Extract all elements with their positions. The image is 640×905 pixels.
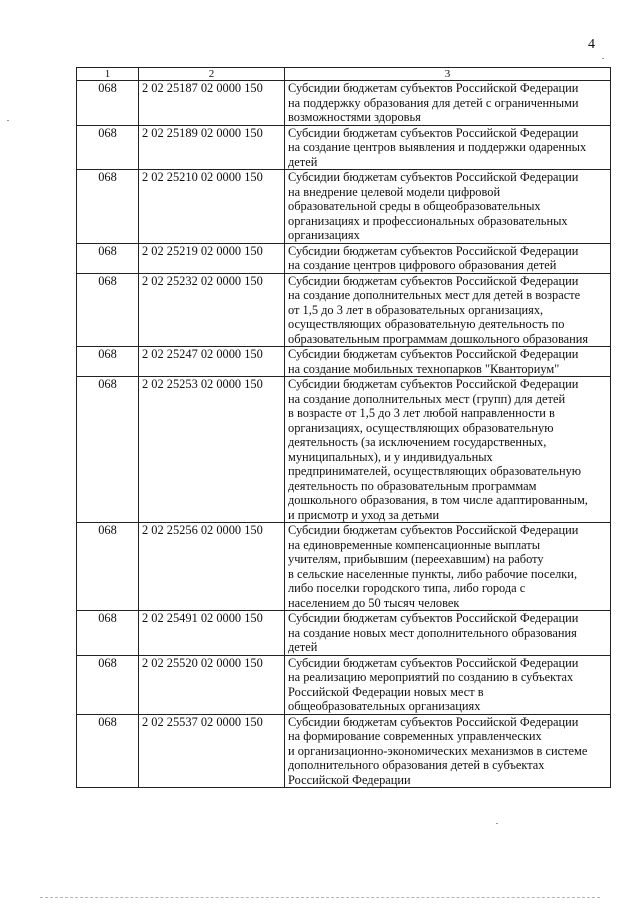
admin-code-cell: 068 bbox=[77, 347, 139, 377]
revenue-code-cell: 2 02 25232 02 0000 150 bbox=[139, 273, 285, 347]
table-row bbox=[77, 273, 611, 347]
table-header-row bbox=[77, 68, 611, 81]
table-row bbox=[77, 170, 611, 244]
admin-code-cell: 068 bbox=[77, 273, 139, 347]
admin-code-cell: 068 bbox=[77, 523, 139, 611]
revenue-description-cell: Субсидии бюджетам субъектов Российской Федерации на создание центров выявления и поддержки одаренных детей bbox=[285, 125, 611, 170]
admin-code-cell: 068 bbox=[77, 377, 139, 523]
column-header-1: 1 bbox=[77, 68, 139, 81]
admin-code-cell: 068 bbox=[77, 81, 139, 126]
revenue-description-cell: Субсидии бюджетам субъектов Российской Федерации на внедрение целевой модели цифровой образовательной среды в общеобразовательных организациях и профессиональных образовательных организациях bbox=[285, 170, 611, 244]
revenue-code-cell: 2 02 25491 02 0000 150 bbox=[139, 611, 285, 656]
table-row bbox=[77, 655, 611, 714]
revenue-code-cell: 2 02 25210 02 0000 150 bbox=[139, 170, 285, 244]
admin-code-cell: 068 bbox=[77, 611, 139, 656]
admin-code-cell: 068 bbox=[77, 655, 139, 714]
revenue-code-cell: 2 02 25520 02 0000 150 bbox=[139, 655, 285, 714]
page-number: 4 bbox=[588, 37, 595, 52]
scan-edge-line bbox=[40, 897, 600, 899]
revenue-code-cell: 2 02 25253 02 0000 150 bbox=[139, 377, 285, 523]
revenue-description-cell: Субсидии бюджетам субъектов Российской Федерации на создание новых мест дополнительного образования детей bbox=[285, 611, 611, 656]
revenue-code-cell: 2 02 25247 02 0000 150 bbox=[139, 347, 285, 377]
admin-code-cell: 068 bbox=[77, 243, 139, 273]
revenue-code-cell: 2 02 25537 02 0000 150 bbox=[139, 714, 285, 788]
table-row bbox=[77, 714, 611, 788]
revenue-code-cell: 2 02 25256 02 0000 150 bbox=[139, 523, 285, 611]
revenue-description-cell: Субсидии бюджетам субъектов Российской Федерации на создание центров цифрового образования детей bbox=[285, 243, 611, 273]
revenue-description-cell: Субсидии бюджетам субъектов Российской Федерации на поддержку образования для детей с ограниченными возможностями здоровья bbox=[285, 81, 611, 126]
table-row bbox=[77, 523, 611, 611]
admin-code-cell: 068 bbox=[77, 170, 139, 244]
revenue-description-cell: Субсидии бюджетам субъектов Российской Федерации на создание мобильных технопарков "Кванториум" bbox=[285, 347, 611, 377]
scan-speck bbox=[496, 823, 498, 824]
table-row bbox=[77, 611, 611, 656]
revenue-description-cell: Субсидии бюджетам субъектов Российской Федерации на создание дополнительных мест (групп) для детей в возрасте от 1,5 до 3 лет любой направленности в организациях, осуществляющих образовательную деятельность (за исключением государственных, муниципальных), и у индивидуальных предпринимателей, осуществляющих образовательную деятельность по образовательным программам дошкольного образования, в том числе адаптированным, и присмотр и уход за детьми bbox=[285, 377, 611, 523]
revenue-description-cell: Субсидии бюджетам субъектов Российской Федерации на формирование современных управленческих и организационно-экономических механизмов в системе дополнительного образования детей в субъектах Российской Федерации bbox=[285, 714, 611, 788]
revenue-code-cell: 2 02 25189 02 0000 150 bbox=[139, 125, 285, 170]
admin-code-cell: 068 bbox=[77, 125, 139, 170]
table-row bbox=[77, 81, 611, 126]
table-row bbox=[77, 377, 611, 523]
revenue-code-cell: 2 02 25187 02 0000 150 bbox=[139, 81, 285, 126]
table-row bbox=[77, 347, 611, 377]
revenue-description-cell: Субсидии бюджетам субъектов Российской Федерации на создание дополнительных мест для детей в возрасте от 1,5 до 3 лет в образовательных организациях, осуществляющих образовательную деятельность по образовательным программам дошкольного образования bbox=[285, 273, 611, 347]
revenue-description-cell: Субсидии бюджетам субъектов Российской Федерации на реализацию мероприятий по созданию в субъектах Российской Федерации новых мест в общеобразовательных организациях bbox=[285, 655, 611, 714]
revenue-description-cell: Субсидии бюджетам субъектов Российской Федерации на единовременные компенсационные выплаты учителям, прибывшим (переехавшим) на работу в сельские населенные пункты, либо рабочие поселки, либо поселки городского типа, либо города с населением до 50 тысяч человек bbox=[285, 523, 611, 611]
budget-classification-table bbox=[76, 67, 611, 788]
table-row bbox=[77, 243, 611, 273]
table-row bbox=[77, 125, 611, 170]
scan-speck bbox=[602, 58, 604, 59]
scan-speck bbox=[7, 120, 9, 121]
column-header-3: 3 bbox=[285, 68, 611, 81]
revenue-code-cell: 2 02 25219 02 0000 150 bbox=[139, 243, 285, 273]
column-header-2: 2 bbox=[139, 68, 285, 81]
admin-code-cell: 068 bbox=[77, 714, 139, 788]
